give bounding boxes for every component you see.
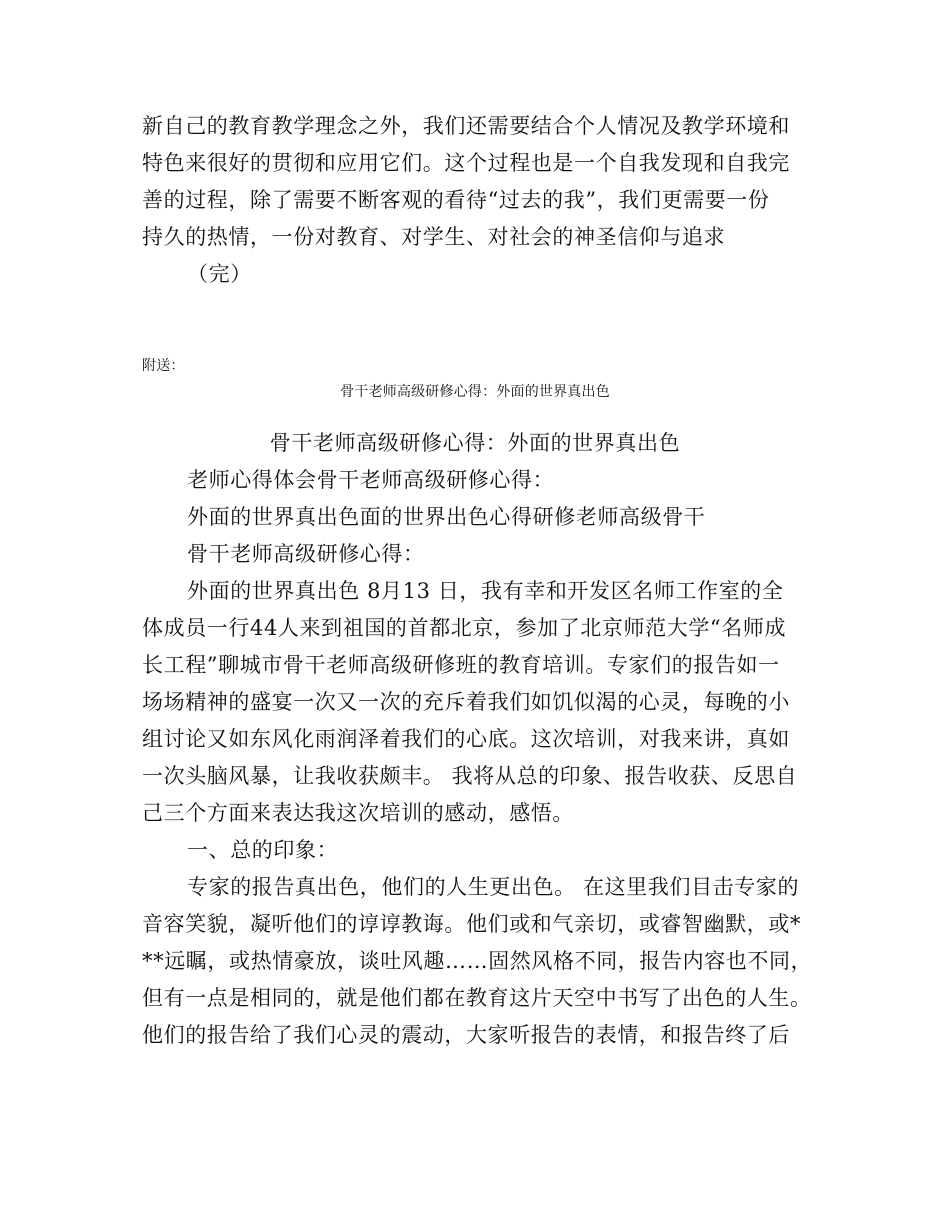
small-title: 骨干老师高级研修心得：外面的世界真出色	[340, 384, 610, 400]
keyword-line: 骨干老师高级研修心得：	[187, 542, 425, 566]
keyword-line: 外面的世界真出色面的世界出色心得研修老师高级骨干	[187, 505, 706, 529]
section-line: 但有一点是相同的，就是他们都在教育这片天空中书写了出色的人生。	[142, 986, 812, 1010]
section-heading: 一、总的印象：	[187, 838, 339, 862]
body-line: 一次头脑风暴，让我收获颇丰。 我将从总的印象、报告收获、反思自	[142, 764, 798, 788]
section-line: 专家的报告真出色，他们的人生更出色。 在这里我们目击专家的	[187, 875, 800, 899]
paragraph-line: 持久的热情，一份对教育、对学生、对社会的神圣信仰与追求	[142, 225, 726, 249]
main-title: 骨干老师高级研修心得：外面的世界真出色	[269, 431, 681, 455]
paragraph-line: 善的过程，除了需要不断客观的看待“过去的我”，我们更需要一份	[142, 188, 770, 212]
appendix-label: 附送：	[142, 358, 185, 374]
body-line: 长工程”聊城市骨干老师高级研修班的教育培训。专家们的报告如一	[142, 653, 780, 677]
section-line: 音容笑貌，凝听他们的谆谆教诲。他们或和气亲切，或睿智幽默，或*	[142, 912, 802, 936]
section-line: 他们的报告给了我们心灵的震动，大家听报告的表情，和报告终了后	[142, 1023, 790, 1047]
body-line: 外面的世界真出色 8月13 日，我有幸和开发区名师工作室的全	[187, 579, 784, 603]
keyword-line: 老师心得体会骨干老师高级研修心得：	[187, 468, 555, 492]
body-line: 场场精神的盛宴一次又一次的充斥着我们如饥似渴的心灵，每晚的小	[142, 690, 790, 714]
paragraph-line: 新自己的教育教学理念之外，我们还需要结合个人情况及教学环境和	[142, 114, 790, 138]
paragraph-line: 特色来很好的贯彻和应用它们。这个过程也是一个自我发现和自我完	[142, 151, 790, 175]
body-line: 己三个方面来表达我这次培训的感动，感悟。	[142, 801, 574, 825]
body-line: 组讨论又如东风化雨润泽着我们的心底。这次培训，对我来讲，真如	[142, 727, 790, 751]
body-line: 体成员一行44人来到祖国的首都北京，参加了北京师范大学“名师成	[142, 616, 787, 640]
end-mark: （完）	[187, 262, 252, 286]
section-line: **远瞩，或热情豪放，谈吐风趣……固然风格不同，报告内容也不同，	[142, 949, 813, 973]
